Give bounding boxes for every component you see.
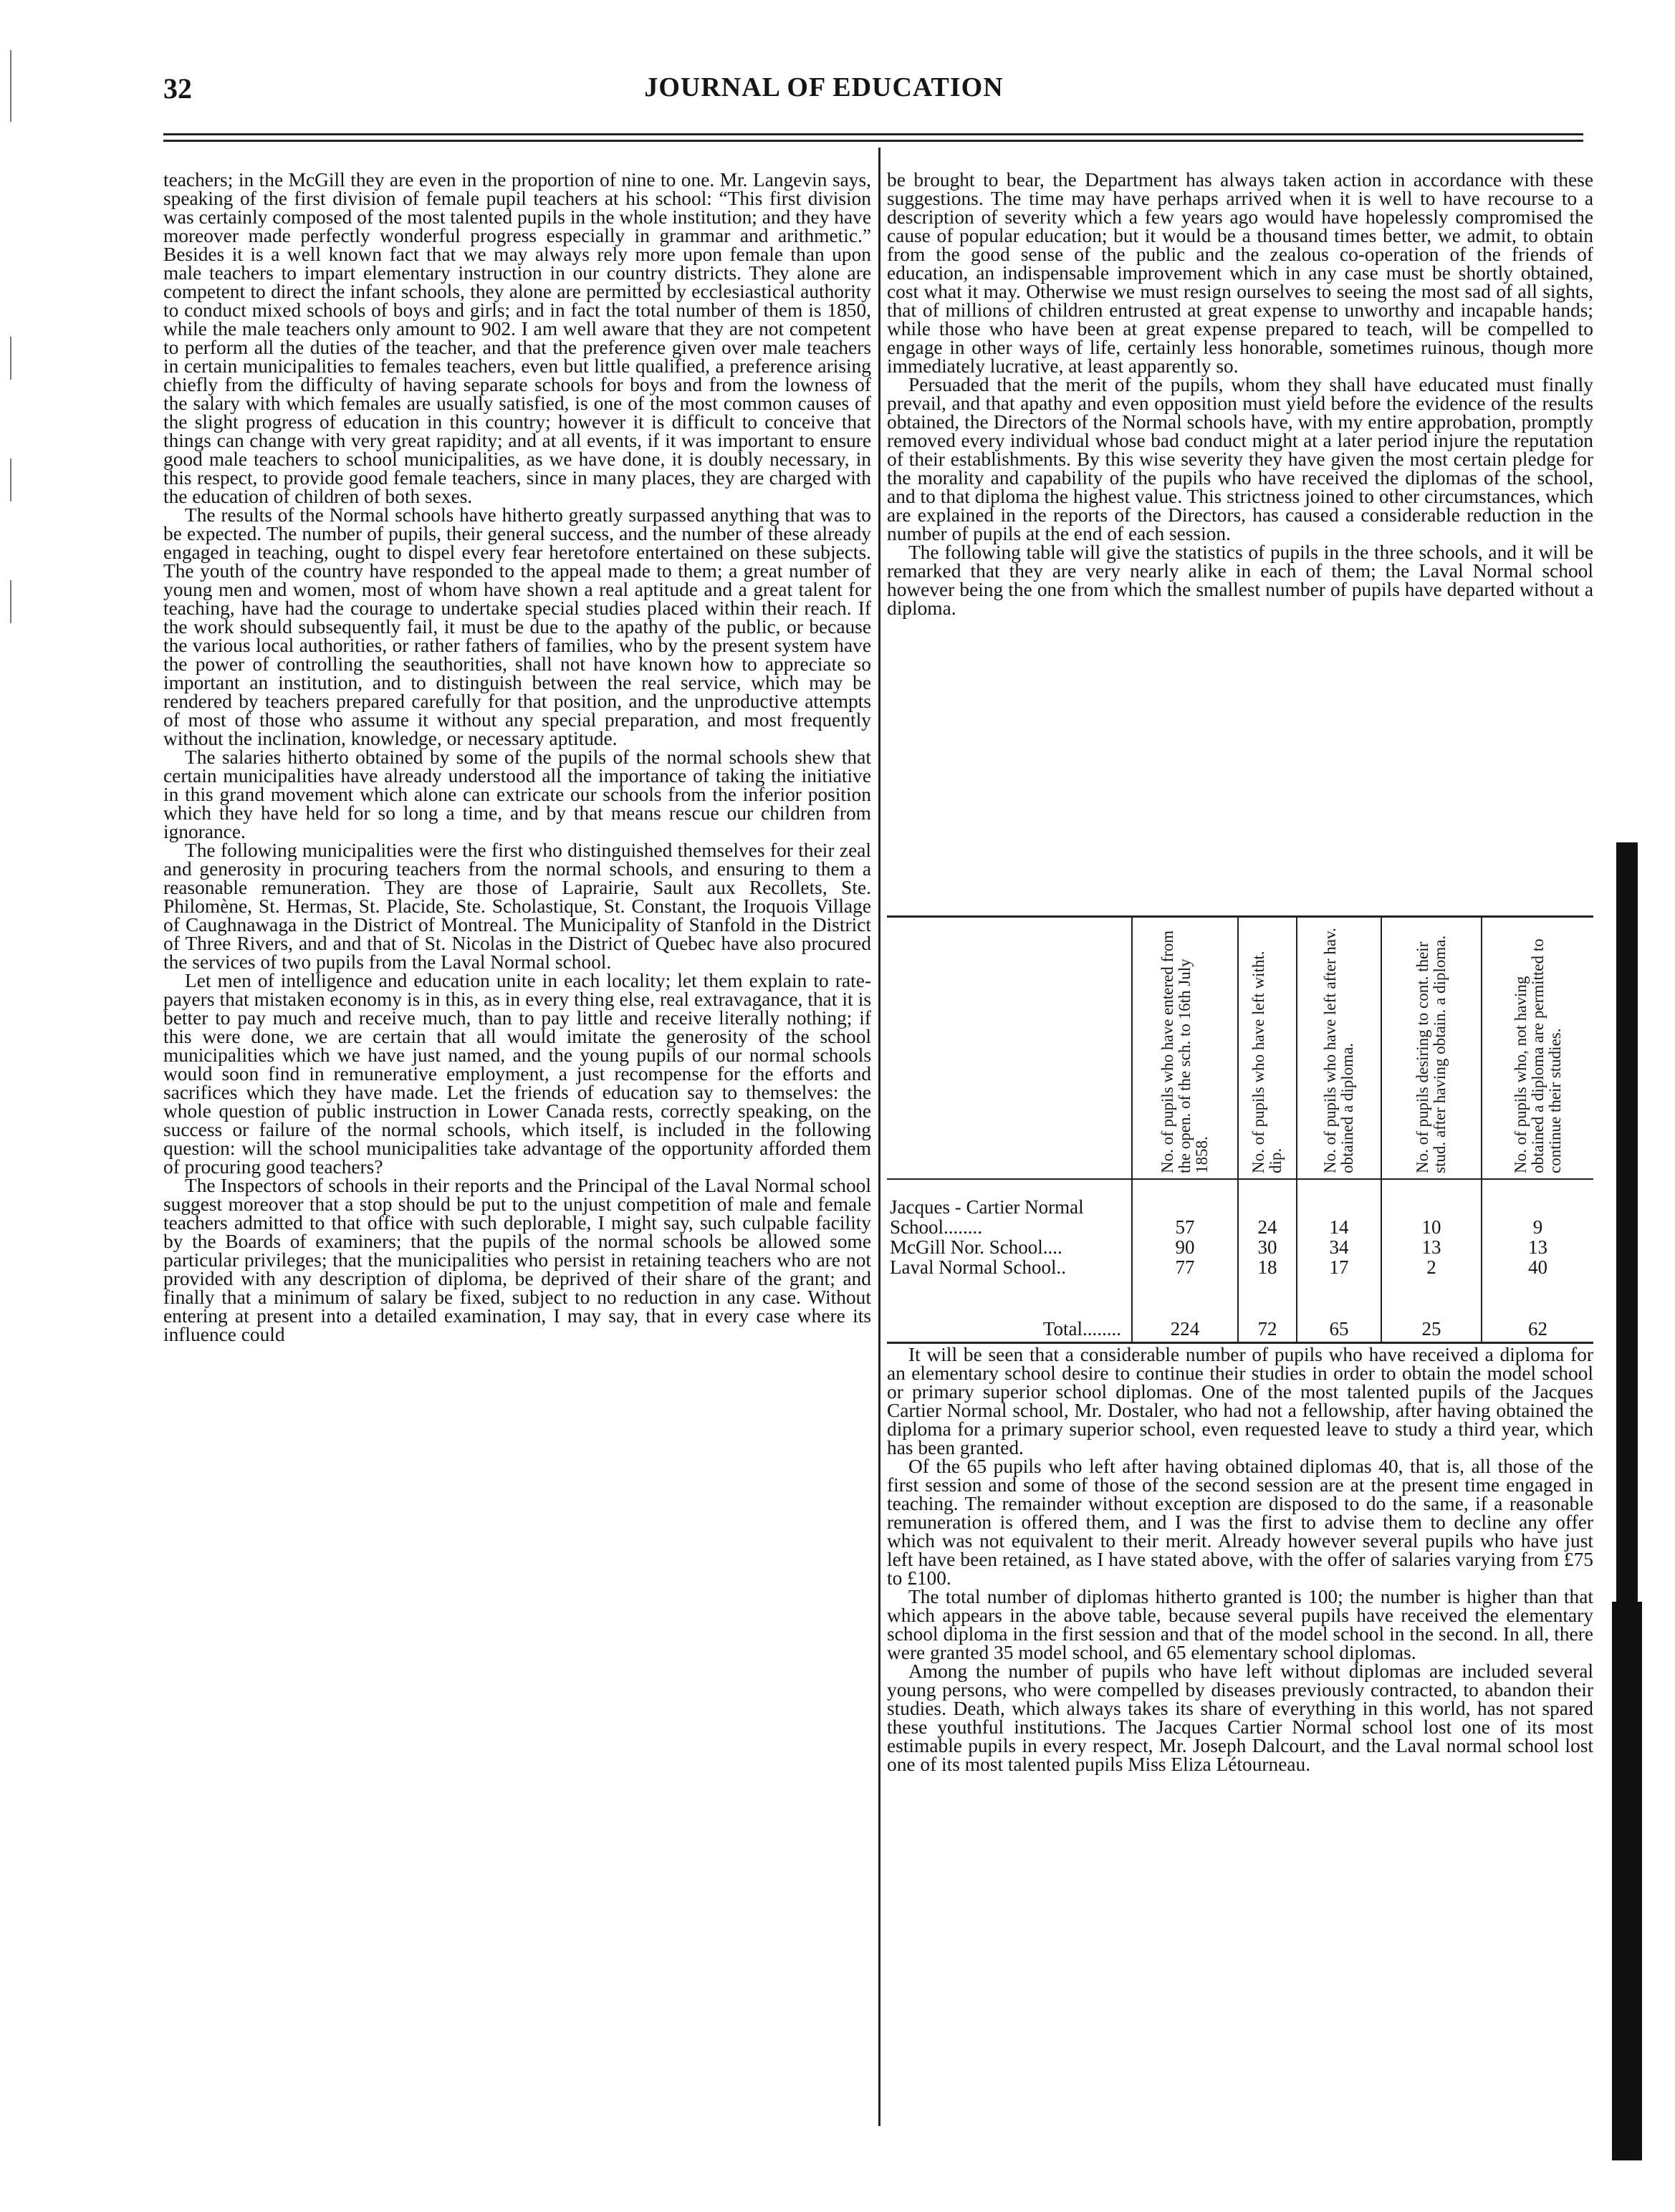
paragraph: be brought to bear, the Department has always taken action in accordance with these suggestions. The time may have perhaps arrived when it is well to have recourse to a description of severity which a few years ago would have hopelessly compromised the cause of popular education; but it would be a thousand times better, we admit, to obtain from the good sense of the public and the zealous co-operation of the friends of education, an indispensable improvement which in any case must be shortly obtained, cost what it may. Otherwise we must resign ourselves to seeing the most sad of all sights, that of millions of children entrusted at great expense to unworthy and incapable hands; while those who have been at great expense prepared to teach, will be compelled to engage in other ways of life, certainly less honorable, sometimes ruinous, though more immediately lucrative, at least apparently so. — [887, 169, 1593, 377]
header-rule — [163, 140, 1583, 142]
pupil-statistics-table — [887, 915, 1593, 1344]
column-header-label: No. of pupils who have left after hav. obtained a diploma. — [1321, 928, 1356, 1173]
column-header-label: No. of pupils who have entered from the open. of the sch. to 16th July 1858. — [1158, 930, 1211, 1173]
entered-cell: 77 — [1132, 1257, 1238, 1277]
column-header — [1132, 917, 1238, 1180]
paragraph: The following table will give the statistics of pupils in the three schools, and it will be remarked that they are very nearly alike in each of them; the Laval Normal school however being the one from which the smallest number of pupils have departed without a diploma. — [887, 542, 1593, 619]
permitted-cell: 9 — [1482, 1179, 1593, 1237]
left-with-cell: 17 — [1297, 1257, 1381, 1277]
school-name-cell: McGill Nor. School.... — [890, 1236, 1062, 1258]
column-rule — [878, 148, 880, 2126]
paragraph: It will be seen that a considerable number of pupils who have received a diploma for an elementary school desire to continue their studies in order to obtain the model school or primary superior school diplomas. One of the most talented pupils of the Jacques Cartier Normal school, Mr. Dostaler, who had not a fellowship, after having obtained the diploma for a primary superior school, even requested leave to study a third year, which has been granted. — [887, 1344, 1593, 1458]
school-name-cell: Jacques - Cartier Normal School........ — [890, 1196, 1084, 1238]
continuing-cell: 25 — [1381, 1277, 1482, 1343]
table-row — [887, 1237, 1593, 1257]
margin-mark — [10, 337, 11, 380]
column-header-label: No. of pupils desiring to cont. their stud. after having obtain. a diploma. — [1414, 935, 1449, 1173]
paragraph: The total number of diplomas hitherto granted is 100; the number is higher than that which appears in the above table, because several pupils have received the elementary school diploma in the first session and that of the model school in the second. In all, there were granted 35 model school, and 65 elementary school diplomas. — [887, 1586, 1593, 1663]
column-header-label: No. of pupils who have left witht. dip. — [1249, 951, 1285, 1173]
right-column-bottom — [887, 1345, 1593, 1774]
permitted-cell: 62 — [1482, 1277, 1593, 1343]
left-column — [163, 170, 871, 1344]
entered-cell: 224 — [1132, 1277, 1238, 1343]
margin-mark — [10, 458, 11, 501]
right-column-top — [887, 170, 1593, 617]
table-header-row — [887, 917, 1593, 1180]
paragraph: Of the 65 pupils who left after having obtained diplomas 40, that is, all those of the first session and some of those of the second session are at the present time engaged in teaching. The remainder without exception are disposed to do the same, if a reasonable remuneration is offered them, and I was the first to advise them to decline any offer which was not equivalent to their merit. Already however several pupils who have just left have been retained, as I have stated above, with the offer of salaries varying from £75 to £100. — [887, 1456, 1593, 1589]
page-number: 32 — [163, 72, 192, 105]
header-rule — [163, 133, 1583, 135]
paragraph: teachers; in the McGill they are even in the proportion of nine to one. Mr. Langevin says, speaking of the first division of female pupil teachers at his school: “This first division was certainly composed of the most talented pupils in the whole institution; and they have moreover made perfectly wonderful progress especially in grammar and arithmetic.” Besides it is a well known fact that we may always rely more upon female than upon male teachers to impart elementary instruction in our country districts. They alone are competent to direct the infant schools, they alone are permitted by ecclesiastical authority to conduct mixed schools of boys and girls; and in fact the total number of them is 1850, while the male teachers only amount to 902. I am well aware that they are not competent to perform all the duties of the teacher, and that the preference given over male teachers in certain municipalities to females teachers, even but little qualified, a preference arising chiefly from the difficulty of having separate schools for boys and from the lowness of the salary with which females are usually satisfied, is one of the most common causes of the slight progress of education in this country; however it is difficult to conceive that things can change with very great rapidity; and at all events, if it was important to ensure good male teachers to school municipalities, as we have done, it is doubly necessary, in this respect, to provide good female teachers, since in many places, they are charged with the education of children of both sexes. — [163, 169, 871, 507]
column-header — [1238, 917, 1297, 1180]
column-header — [1482, 917, 1593, 1180]
column-header — [887, 917, 1132, 1180]
left-without-cell: 72 — [1238, 1277, 1297, 1343]
column-header — [1381, 917, 1482, 1180]
journal-title: JOURNAL OF EDUCATION — [644, 72, 1004, 102]
entered-cell: 57 — [1132, 1179, 1238, 1237]
margin-mark — [10, 50, 11, 122]
paragraph: The Inspectors of schools in their reports and the Principal of the Laval Normal school suggest moreover that a stop should be put to the unjust competition of male and female teachers admitted to that office with such deplorable, I might say, such culpable facility by the Boards of examiners; that the pupils of the normal schools be allowed some particular privileges; that the municipalities who persist in retaining teachers who are not provided with any description of diploma, be deprived of their share of the grant; and finally that a minimum of salary be fixed, subject to no reduction in any case. Without entering at present into a detailed examination, I may say, that in every case where its influence could — [163, 1175, 871, 1345]
entered-cell: 90 — [1132, 1237, 1238, 1257]
paragraph: Among the number of pupils who have left without diplomas are included several young persons, who were compelled by diseases previously contracted, to abandon their studies. Death, which always takes its share of everything in this world, has not spared these youthful institutions. The Jacques Cartier Normal school lost one of its most estimable pupils in every respect, Mr. Joseph Dalcourt, and the Laval normal school lost one of its most talented pupils Miss Eliza Létourneau. — [887, 1660, 1593, 1775]
continuing-cell: 13 — [1381, 1237, 1482, 1257]
column-header-label: No. of pupils who, not having obtained a diploma are permitted to continue their studies. — [1511, 938, 1564, 1173]
column-header — [1297, 917, 1381, 1180]
left-with-cell: 65 — [1297, 1277, 1381, 1343]
paragraph: Persuaded that the merit of the pupils, whom they shall have educated must finally prevail, and that apathy and even opposition must yield before the evidence of the results obtained, the Directors of the Normal schools have, with my entire approbation, promptly removed every individual whose bad conduct might at a later period injure the reputation of their establishments. By this wise severity they have given the most certain pledge for the morality and capability of the pupils who have received the diplomas of the school, and to that diploma the highest value. This strictness joined to other circumstances, which are explained in the reports of the Directors, has caused a considerable reduction in the number of pupils at the end of each session. — [887, 374, 1593, 544]
paragraph: Let men of intelligence and education unite in each locality; let them explain to rate-payers that mistaken economy is in this, as in every thing else, real extravagance, that it is better to pay much and receive much, than to pay little and receive literally nothing; if this were done, we are certain that all would imitate the generosity of the school municipalities which we have just named, and the young pupils of our normal schools would soon find in remunerative employment, a just recompense for the efforts and sacrifices which they have made. Let the friends of education say to themselves: the whole question of public instruction in Lower Canada rests, correctly speaking, on the success or failure of the normal schools, which itself, is included in the following question: will the school municipalities take advantage of the opportunity afforded them of procuring good teachers? — [163, 970, 871, 1178]
table-row — [887, 1257, 1593, 1277]
permitted-cell: 13 — [1482, 1237, 1593, 1257]
left-without-cell: 18 — [1238, 1257, 1297, 1277]
table-row — [887, 1179, 1593, 1237]
continuing-cell: 2 — [1381, 1257, 1482, 1277]
paragraph: The salaries hitherto obtained by some of the pupils of the normal schools shew that certain municipalities have already understood all the importance of taking the initiative in this grand movement which alone can extricate our schools from the inferior position which they have held for so long a time, and by that means rescue our children from ignorance. — [163, 746, 871, 842]
continuing-cell: 10 — [1381, 1179, 1482, 1237]
margin-mark — [10, 580, 11, 623]
left-with-cell: 14 — [1297, 1179, 1381, 1237]
school-name-cell: Laval Normal School.. — [890, 1256, 1066, 1278]
scan-edge-bar — [1612, 1602, 1642, 2160]
left-with-cell: 34 — [1297, 1237, 1381, 1257]
table-total-row — [887, 1277, 1593, 1343]
paragraph: The following municipalities were the first who distinguished themselves for their zeal and generosity in procuring teachers from the normal schools, and ensuring to them a reasonable remuneration. They are those of Laprairie, Sault aux Recollets, Ste. Philomène, St. Hermas, St. Placide, Ste. Scholastique, St. Constant, the Iroquois Village of Caughnawaga in the District of Montreal. The Municipality of Stanfold in the District of Three Rivers, and and that of St. Nicolas in the District of Quebec have also procured the services of two pupils from the Laval Normal school. — [163, 840, 871, 973]
permitted-cell: 40 — [1482, 1257, 1593, 1277]
paragraph: The results of the Normal schools have hitherto greatly surpassed anything that was to be expected. The number of pupils, their general success, and the number of these already engaged in teaching, ought to dispel every fear heretofore entertained on these subjects. The youth of the country have responded to the appeal made to them; a great number of young men and women, most of whom have shown a real aptitude and a great talent for teaching, have had the courage to undertake special studies placed within their reach. If the work should subsequently fail, it must be due to the apathy of the public, or because the various local authorities, or rather fathers of families, who by the present system have the power of controlling the seauthorities, shall not have known how to appreciate so important an institution, and to distinguish between the real service, which may be rendered by teachers prepared carefully for that position, and the unproductive attempts of most of those who assume it without any special preparation, and most frequently without the inclination, knowledge, or necessary aptitude. — [163, 504, 871, 749]
total-label-cell: Total........ — [887, 1277, 1132, 1343]
left-without-cell: 24 — [1238, 1179, 1297, 1237]
left-without-cell: 30 — [1238, 1237, 1297, 1257]
